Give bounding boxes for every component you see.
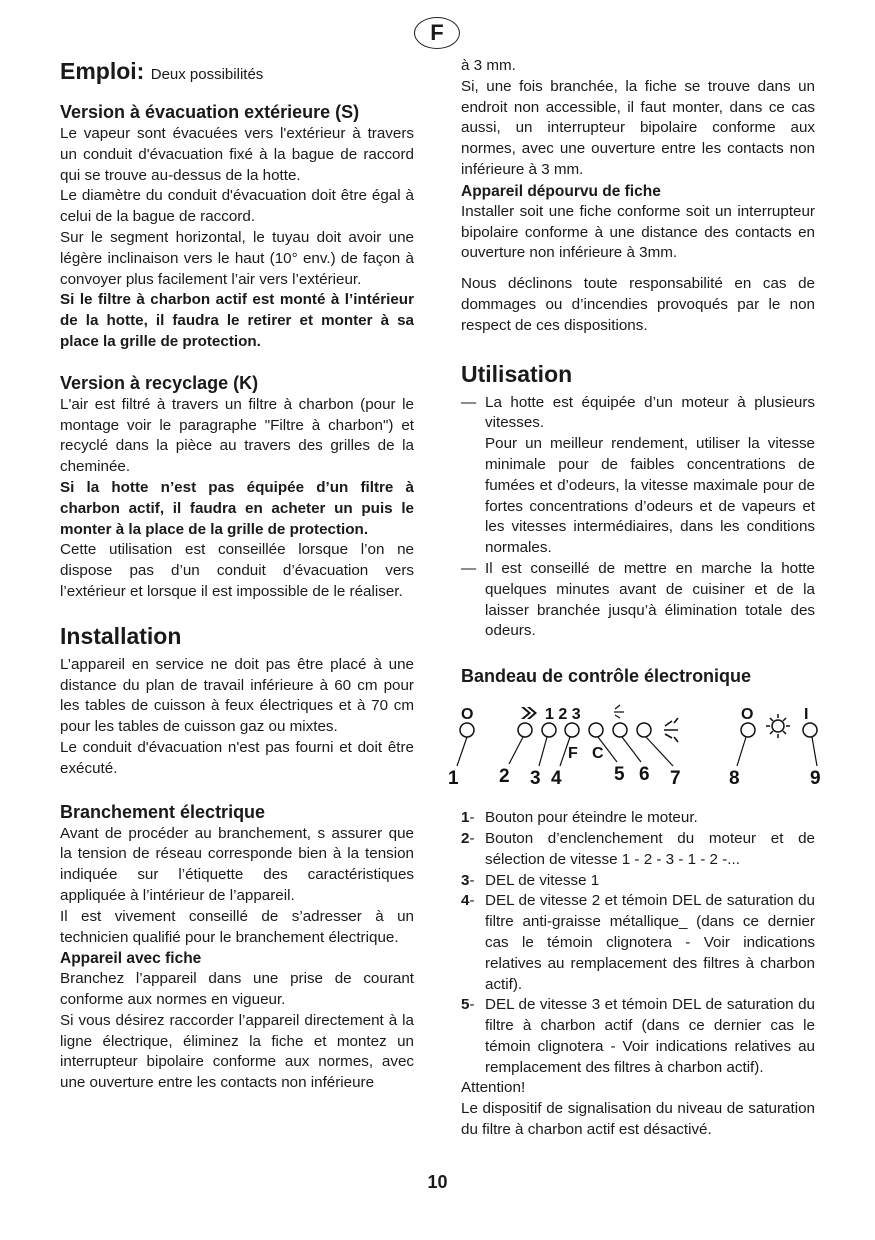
recyc-paragraph-2: Cette utilisation est conseillée lorsque l’on ne dispose pas d’un conduit d’évacuation vers l’extérieur et lorsque il est impossible de le réaliser. [60,541,414,600]
legend-number: 4 [461,892,470,910]
legend-text: Bouton d’enclenchement du moteur et de sélection de vitesse 1 - 2 - 3 - 1 - 2 -... [485,829,815,868]
intensive-button[interactable] [637,723,651,737]
util-item-1 [461,393,815,559]
util-item-2 [461,559,815,642]
util-item-1-detail: Pour un meilleur rendement, utiliser la vitesse minimale pour de faibles concentrations de fumées et d’odeurs, la vitesse maximale pour de fortes concentrations d’odeurs et de vapeurs et les vitesses intermédiaires, dans les conditions normales. [485,435,815,557]
legend-separator: - [469,809,475,827]
panel-label-speeds: 1 2 3 [545,706,581,724]
legend-item [461,829,815,871]
emploi-title: Emploi: [60,58,145,84]
legend-text: Bouton pour éteindre le moteur. [485,809,698,827]
disclaimer-paragraph: Nous déclinons toute responsabilité en cas de dommages ou d’incendies provoqués par le non respect de ces dispositions. [461,275,815,334]
fan-large-icon [664,718,678,742]
right-column [448,56,821,1141]
legend-item [461,995,815,1078]
fiche-paragraph-2: Si vous désirez raccorder l’appareil directement à la ligne électrique, éliminez la fiche et montez un interrupteur bipolaire conforme aux normes, avec une ouverture entre les contacts non inférieure [60,1011,414,1092]
legend-item [461,808,815,829]
callout-3: 3 [530,768,541,790]
legend-separator: - [469,871,475,889]
speed-button[interactable] [518,723,532,737]
legend-number: 3 [461,871,470,889]
dash-marker: — [461,393,477,411]
recyc-heading: Version à recyclage (K) [60,372,259,393]
callout-2: 2 [499,766,510,788]
cont-paragraph-2: Si, une fois branchée, la fiche se trouve dans un endroit non accessible, il faut monter, dans ce cas aussi, un interrupteur bipolaire conforme aux normes, avec une ouverture entre les contacts non inférieure à 3 mm. [461,77,815,178]
off-button[interactable] [460,723,474,737]
light-on-button[interactable] [803,723,817,737]
left-column [60,56,414,1094]
legend-item [461,871,815,892]
legend-separator: - [469,829,475,847]
legend-number: 5 [461,996,470,1014]
util-item-2-text: Il est conseillé de mettre en marche la hotte quelques minutes avant de cuisiner et de la laisser branchée jusqu’à élimination totale des odeurs. [485,559,815,640]
panel-label-light-off: O [741,706,754,724]
speed-2-led [565,723,579,737]
recyc-paragraph-1: L'air est filtré à travers un filtre à charbon (pour le montage voir le paragraphe "Filtre à charbon") et recyclé dans la pièce au travers des grilles de la cheminée. [60,395,414,476]
light-icon [766,714,790,738]
panel-label-light-on: I [804,706,809,724]
panel-label-off: O [461,706,474,724]
panel-label-c: C [592,745,604,763]
legend-number: 1 [461,809,470,827]
callout-5: 5 [614,764,625,786]
final-paragraph: Le dispositif de signalisation du niveau de saturation du filtre à charbon actif est désactivé. [461,1100,815,1139]
callout-9: 9 [810,768,821,790]
sans-fiche-heading: Appareil dépourvu de fiche [461,182,661,200]
page-number: 10 [427,1172,448,1192]
legend-separator: - [469,892,475,910]
install-paragraph-2: Le conduit d'évacuation n'est pas fourni et doit être exécuté. [60,738,414,777]
evac-paragraph-2: Le diamètre du conduit d'évacuation doit être égal à celui de la bague de raccord. [60,187,414,226]
util-item-1-text: La hotte est équipée d’un moteur à plusieurs vitesses. [485,393,815,432]
panel-label-f: F [568,745,578,763]
branch-paragraph-1: Avant de procéder au branchement, s assurer que la tension de réseau corresponde bien à la tension indiquée sur l’étiquette des caractéristiques appliquée à l’intérieur de l’appareil. [60,824,414,904]
language-badge [414,17,460,49]
attention-label: Attention! [461,1079,526,1097]
emploi-heading [60,56,414,90]
light-off-button[interactable] [741,723,755,737]
callout-1: 1 [448,768,459,790]
legend-text: DEL de vitesse 2 et témoin DEL de saturation du filtre anti-graisse métallique_ (dans ce dernier cas le témoin clignotera - Voir indications relatives au remplacement des filtres à charbon actif). [485,892,815,993]
language-badge-label: F [430,20,444,45]
evac-heading: Version à évacuation extérieure (S) [60,102,360,122]
installation-heading: Installation [60,622,182,649]
legend-number: 2 [461,829,470,847]
legend-list [461,808,815,1078]
dash-marker: — [461,559,477,577]
legend-separator: - [469,996,475,1014]
legend-text: DEL de vitesse 1 [485,871,600,889]
speed-1-led [542,723,556,737]
utilisation-heading: Utilisation [461,360,573,387]
emploi-subtitle: Deux possibilités [150,66,264,83]
speed-arrows-icon [521,707,537,719]
branch-paragraph-2: Il est vivement conseillé de s’adresser à un technicien qualifié pour le branchement électrique. [60,907,414,946]
fan-small-icon [614,705,624,718]
evac-warning: Si le filtre à charbon actif est monté à l’intérieur de la hotte, il faudra le retirer et monter à sa place la grille de protection. [60,291,414,350]
control-panel-diagram [448,700,841,790]
evac-paragraph-3: Sur le segment horizontal, le tuyau doit avoir une légère inclinaison vers le haut (10° env.) de façon à convoyer plus facilement l’air vers l’extérieur. [60,228,414,288]
fiche-paragraph-1: Branchez l’appareil dans une prise de courant conforme aux normes en vigueur. [60,970,414,1009]
callout-4: 4 [551,768,562,790]
sans-fiche-paragraph: Installer soit une fiche conforme soit un interrupteur bipolaire conforme à une distance des contacts en ouverture non inférieure à 3mm. [461,202,815,262]
speed-4-button[interactable] [613,723,627,737]
callout-7: 7 [670,768,681,790]
callout-6: 6 [639,764,650,786]
legend-text: DEL de vitesse 3 et témoin DEL de saturation du filtre à charbon actif (dans ce dernier cas le témoin clignotera - Voir indications relatives au remplacement des filtres à charbon actif). [485,996,815,1076]
panel-heading: Bandeau de contrôle électronique [461,666,752,687]
evac-paragraph-1: Le vapeur sont évacuées vers l'extérieur à travers un conduit d'évacuation fixé à la bague de raccord qui se trouve au-dessus de la hotte. [60,125,414,184]
recyc-warning: Si la hotte n’est pas équipée d’un filtre à charbon actif, il faudra en acheter un puis le monter à la place de la grille de protection. [60,478,414,538]
install-paragraph-1: L’appareil en service ne doit pas être placé à une distance du plan de travail inférieure à 60 cm pour les tables de cuisson à feux électriques et à 70 cm pour les tables de cuisson gaz ou mixtes. [60,655,414,736]
branchement-heading: Branchement électrique [60,801,266,822]
fiche-heading: Appareil avec fiche [60,950,202,968]
control-panel-svg [448,700,841,790]
speed-3-led [589,723,603,737]
legend-item [461,891,815,995]
cont-paragraph-1: à 3 mm. [461,57,516,74]
callout-8: 8 [729,768,740,790]
